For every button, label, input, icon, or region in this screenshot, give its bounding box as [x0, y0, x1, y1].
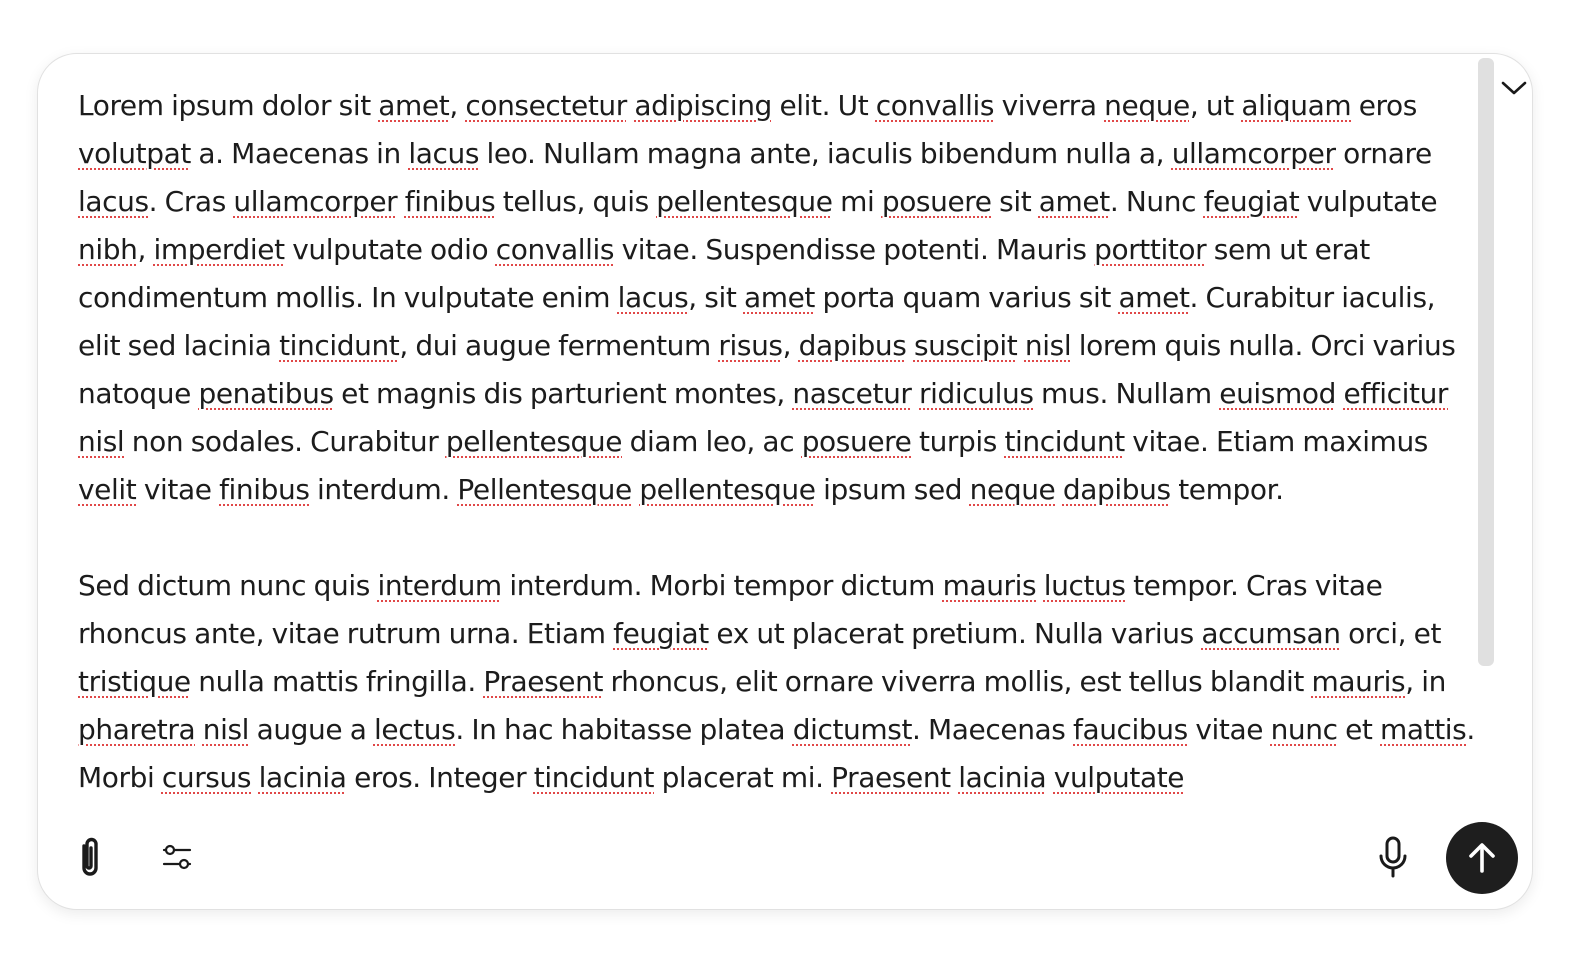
misspelled-word: dictumst	[792, 713, 913, 746]
misspelled-word: efficitur	[1343, 377, 1449, 410]
text-segment: sem ut erat condimentum mollis. In vulputate enim	[78, 233, 1370, 314]
text-segment: tempor.	[1170, 473, 1284, 506]
text-segment: ornare	[1335, 137, 1432, 170]
text-segment: turpis	[911, 425, 1005, 458]
text-segment: , sit	[688, 281, 744, 314]
text-segment: , dui augue fermentum	[399, 329, 719, 362]
text-segment: Sed dictum nunc quis	[78, 569, 378, 602]
misspelled-word: Praesent	[831, 761, 951, 794]
text-segment: a. Maecenas in	[190, 137, 409, 170]
text-segment	[1036, 569, 1044, 602]
misspelled-word: vulputate	[1053, 761, 1185, 794]
misspelled-word: nisl	[202, 713, 250, 746]
arrow-up-icon	[1464, 840, 1500, 876]
text-segment	[1046, 761, 1054, 794]
text-segment: vitae. Etiam maximus	[1124, 425, 1428, 458]
misspelled-word: lacus	[78, 185, 149, 218]
text-segment: orci, et	[1340, 617, 1442, 650]
message-paragraph	[78, 82, 1478, 514]
misspelled-word: mattis	[1380, 713, 1467, 746]
text-segment: . Curabitur iaculis, elit sed lacinia	[78, 281, 1436, 362]
text-segment: vitae. Suspendisse potenti. Mauris	[614, 233, 1095, 266]
text-segment	[397, 185, 405, 218]
misspelled-word: porttitor	[1094, 233, 1207, 266]
misspelled-word: amet	[1038, 185, 1110, 218]
text-segment: . Morbi	[78, 713, 1475, 794]
misspelled-word: tristique	[78, 665, 191, 698]
misspelled-word: risus	[718, 329, 783, 362]
misspelled-word: neque	[1104, 89, 1190, 122]
text-segment: vitae	[136, 473, 220, 506]
text-segment: porta quam varius sit	[814, 281, 1119, 314]
misspelled-word: nascetur	[792, 377, 912, 410]
message-paragraph	[78, 562, 1478, 802]
misspelled-word: volutpat	[78, 137, 191, 170]
text-segment	[251, 761, 259, 794]
misspelled-word: ullamcorper	[1171, 137, 1336, 170]
misspelled-word: nisl	[78, 425, 125, 458]
paperclip-icon	[70, 836, 110, 880]
send-button[interactable]	[1446, 822, 1518, 894]
misspelled-word: finibus	[219, 473, 310, 506]
misspelled-word: luctus	[1043, 569, 1126, 602]
text-segment	[912, 377, 920, 410]
text-segment: non sodales. Curabitur	[124, 425, 446, 458]
text-segment: rhoncus, elit ornare viverra mollis, est tellus blandit	[603, 665, 1312, 698]
misspelled-word: Pellentesque	[457, 473, 632, 506]
misspelled-word: accumsan	[1201, 617, 1341, 650]
misspelled-word: adipiscing	[634, 89, 772, 122]
misspelled-word: cursus	[161, 761, 252, 794]
message-textarea[interactable]	[78, 82, 1478, 822]
text-segment: . Maecenas	[912, 713, 1073, 746]
text-segment: viverra	[994, 89, 1105, 122]
text-segment: leo. Nullam magna ante, iaculis bibendum nulla a,	[479, 137, 1172, 170]
text-segment: vulputate odio	[284, 233, 496, 266]
collapse-button[interactable]	[1496, 70, 1532, 106]
attach-button[interactable]	[65, 833, 115, 883]
text-segment: augue a	[249, 713, 374, 746]
text-segment: interdum. Morbi tempor dictum	[501, 569, 943, 602]
text-segment: vitae	[1187, 713, 1271, 746]
misspelled-word: lacus	[617, 281, 689, 314]
misspelled-word: pellentesque	[445, 425, 623, 458]
misspelled-word: posuere	[881, 185, 992, 218]
misspelled-word: amet	[1118, 281, 1190, 314]
misspelled-word: convallis	[495, 233, 615, 266]
misspelled-word: amet	[743, 281, 815, 314]
misspelled-word: feugiat	[613, 617, 709, 650]
misspelled-word: posuere	[801, 425, 912, 458]
misspelled-word: tincidunt	[1004, 425, 1125, 458]
misspelled-word: ullamcorper	[233, 185, 398, 218]
text-segment: , ut	[1189, 89, 1242, 122]
sliders-icon	[160, 840, 196, 876]
text-segment: ex ut placerat pretium. Nulla varius	[708, 617, 1202, 650]
misspelled-word: finibus	[404, 185, 496, 218]
text-segment	[906, 329, 914, 362]
misspelled-word: dapibus	[1062, 473, 1171, 506]
composer-toolbar	[38, 822, 1532, 910]
misspelled-word: velit	[78, 473, 137, 506]
text-segment	[1055, 473, 1063, 506]
text-segment: ,	[449, 89, 466, 122]
misspelled-word: imperdiet	[153, 233, 285, 266]
text-segment: placerat mi.	[654, 761, 832, 794]
misspelled-word: Praesent	[483, 665, 604, 698]
misspelled-word: faucibus	[1073, 713, 1188, 746]
text-segment: ,	[137, 233, 154, 266]
text-segment: ,	[782, 329, 799, 362]
misspelled-word: feugiat	[1203, 185, 1300, 218]
misspelled-word: pellentesque	[639, 473, 816, 506]
text-segment: interdum.	[309, 473, 458, 506]
misspelled-word: lacus	[408, 137, 480, 170]
misspelled-word: convallis	[875, 89, 995, 122]
misspelled-word: consectetur	[465, 89, 627, 122]
scrollbar-thumb[interactable]	[1478, 58, 1494, 666]
text-segment: elit. Ut	[771, 89, 876, 122]
text-segment: tellus, quis	[495, 185, 657, 218]
misspelled-word: lectus	[373, 713, 456, 746]
text-segment: diam leo, ac	[622, 425, 802, 458]
misspelled-word: tincidunt	[533, 761, 655, 794]
text-segment	[1336, 377, 1344, 410]
misspelled-word: amet	[378, 89, 450, 122]
misspelled-word: aliquam	[1241, 89, 1352, 122]
microphone-icon	[1373, 834, 1413, 882]
misspelled-word: nisl	[1024, 329, 1072, 362]
text-segment: lorem quis nulla. Orci varius natoque	[78, 329, 1456, 410]
misspelled-word: suscipit	[913, 329, 1018, 362]
misspelled-word: neque	[969, 473, 1056, 506]
misspelled-word: nibh	[78, 233, 138, 266]
text-segment	[1017, 329, 1025, 362]
text-segment: mus. Nullam	[1033, 377, 1220, 410]
misspelled-word: interdum	[377, 569, 502, 602]
misspelled-word: ridiculus	[919, 377, 1034, 410]
misspelled-word: pellentesque	[656, 185, 833, 218]
text-segment: nulla mattis fringilla.	[190, 665, 484, 698]
microphone-button[interactable]	[1368, 833, 1418, 883]
text-segment: eros. Integer	[346, 761, 534, 794]
misspelled-word: pharetra	[78, 713, 196, 746]
misspelled-word: lacinia	[958, 761, 1047, 794]
misspelled-word: nunc	[1270, 713, 1338, 746]
text-segment	[195, 713, 203, 746]
message-composer	[37, 53, 1533, 910]
text-segment: Lorem ipsum dolor sit	[78, 89, 379, 122]
text-segment: . Cras	[148, 185, 234, 218]
text-segment: tempor. Cras vitae rhoncus ante, vitae rutrum urna. Etiam	[78, 569, 1383, 650]
options-button[interactable]	[153, 833, 203, 883]
chevron-down-icon	[1500, 79, 1528, 97]
text-segment: , in	[1405, 665, 1446, 698]
misspelled-word: lacinia	[258, 761, 347, 794]
misspelled-word: mauris	[1311, 665, 1406, 698]
text-segment: ipsum sed	[815, 473, 970, 506]
misspelled-word: dapibus	[798, 329, 907, 362]
misspelled-word: tincidunt	[279, 329, 400, 362]
text-segment: . Nunc	[1109, 185, 1204, 218]
misspelled-word: mauris	[942, 569, 1037, 602]
text-segment: . In hac habitasse platea	[455, 713, 793, 746]
text-segment: sit	[991, 185, 1039, 218]
text-segment: et	[1337, 713, 1381, 746]
misspelled-word: euismod	[1219, 377, 1336, 410]
text-segment: eros	[1351, 89, 1417, 122]
text-segment: et magnis dis parturient montes,	[333, 377, 793, 410]
text-segment: mi	[832, 185, 882, 218]
text-segment: vulputate	[1299, 185, 1438, 218]
misspelled-word: penatibus	[198, 377, 334, 410]
